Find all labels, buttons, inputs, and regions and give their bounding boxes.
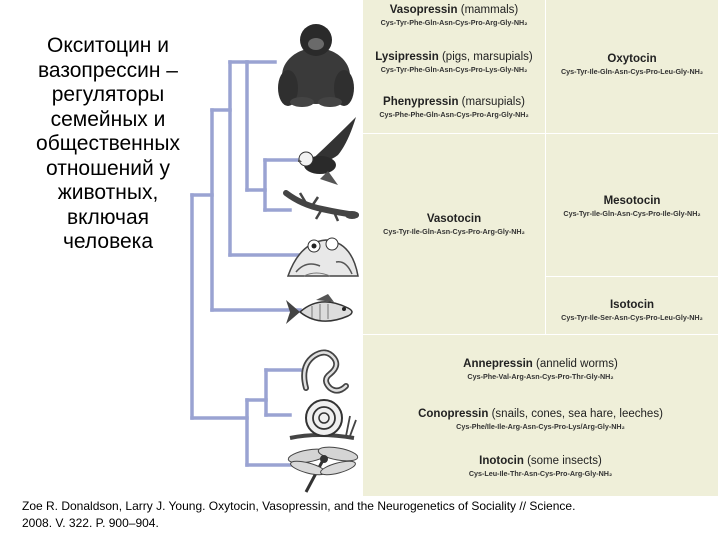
snail-icon bbox=[288, 392, 358, 442]
dragonfly-icon bbox=[286, 440, 360, 496]
peptide-sequence: Cys-Tyr-Ile-Gln-Asn-Cys-Pro-Ile-Gly-NH₂ bbox=[563, 209, 701, 218]
peptide-name: Phenypressin bbox=[383, 96, 459, 108]
title-line: вазопрессин – bbox=[37, 58, 178, 82]
title-line: Окситоцин и bbox=[47, 34, 169, 57]
title-line: семейных и bbox=[50, 107, 166, 131]
table-divider bbox=[363, 334, 718, 335]
eagle-icon bbox=[298, 115, 364, 187]
peptide-name: Isotocin bbox=[609, 299, 655, 311]
table-divider bbox=[545, 0, 546, 334]
peptide-sequence: Cys-Tyr-Ile-Ser-Asn-Cys-Pro-Leu-Gly-NH₂ bbox=[561, 313, 703, 322]
peptide-annepressin bbox=[363, 358, 718, 381]
frog-icon bbox=[286, 232, 360, 282]
citation-line: 2008. V. 322. P. 900–904. bbox=[22, 516, 159, 530]
peptide-phenypressin bbox=[363, 96, 545, 119]
hormone-table bbox=[363, 0, 718, 496]
peptide-sequence: Cys-Tyr-Phe-Gln-Asn-Cys-Pro-Arg-Gly-NH₂ bbox=[380, 18, 528, 27]
peptide-isotocin bbox=[546, 299, 718, 322]
peptide-sequence: Cys-Leu-Ile-Thr-Asn-Cys-Pro-Arg-Gly-NH₂ bbox=[468, 469, 613, 478]
title-line: отношений у bbox=[45, 156, 171, 180]
peptide-note: (annelid worms) bbox=[536, 358, 618, 370]
title-line: включая bbox=[66, 205, 150, 229]
peptide-sequence: Cys-Phe/Ile-Ile-Arg-Asn-Cys-Pro-Lys/Arg-Gly-NH₂ bbox=[456, 422, 625, 431]
peptide-name: Vasopressin bbox=[389, 4, 458, 16]
peptide-vasotocin bbox=[363, 213, 545, 236]
peptide-name: Vasotocin bbox=[426, 213, 482, 225]
peptide-note: (snails, cones, sea hare, leeches) bbox=[491, 408, 663, 420]
peptide-sequence: Cys-Tyr-Ile-Gln-Asn-Cys-Pro-Arg-Gly-NH₂ bbox=[383, 227, 525, 236]
peptide-mesotocin bbox=[546, 195, 718, 218]
peptide-name: Annepressin bbox=[463, 358, 533, 370]
lizard-icon bbox=[282, 185, 360, 225]
peptide-sequence: Cys-Tyr-Ile-Gln-Asn-Cys-Pro-Leu-Gly-NH₂ bbox=[560, 67, 704, 76]
title-line: регуляторы bbox=[51, 83, 165, 106]
peptide-note: (marsupials) bbox=[461, 96, 525, 108]
worm-icon bbox=[296, 346, 352, 396]
citation bbox=[22, 498, 712, 532]
peptide-conopressin bbox=[363, 408, 718, 431]
table-divider bbox=[363, 133, 718, 134]
peptide-oxytocin bbox=[546, 53, 718, 76]
title-line: человека bbox=[62, 230, 154, 253]
peptide-name: Inotocin bbox=[479, 455, 524, 467]
peptide-vasopressin bbox=[363, 4, 545, 27]
peptide-sequence: Cys-Phe-Val-Arg-Asn-Cys-Pro-Thr-Gly-NH₂ bbox=[467, 372, 614, 381]
fish-icon bbox=[286, 292, 360, 330]
peptide-name: Oxytocin bbox=[607, 53, 657, 65]
peptide-name: Lysipressin bbox=[375, 51, 439, 63]
table-divider bbox=[545, 276, 718, 277]
citation-line: Zoe R. Donaldson, Larry J. Young. Oxytocin, Vasopressin, and the Neurogenetics of Sociality // Science. bbox=[22, 499, 576, 513]
peptide-sequence: Cys-Phe-Phe-Gln-Asn-Cys-Pro-Arg-Gly-NH₂ bbox=[379, 110, 529, 119]
peptide-sequence: Cys-Tyr-Phe-Gln-Asn-Cys-Pro-Lys-Gly-NH₂ bbox=[380, 65, 528, 74]
peptide-name: Conopressin bbox=[418, 408, 489, 420]
peptide-lysipressin bbox=[363, 51, 545, 74]
peptide-note: (pigs, marsupials) bbox=[441, 51, 533, 63]
title-line: общественных bbox=[36, 132, 180, 155]
peptide-inotocin bbox=[363, 455, 718, 478]
gorilla-icon bbox=[268, 18, 364, 108]
peptide-note: (mammals) bbox=[460, 4, 519, 16]
peptide-note: (some insects) bbox=[527, 455, 602, 467]
title-line: животных, bbox=[57, 181, 159, 204]
peptide-name: Mesotocin bbox=[603, 195, 661, 207]
